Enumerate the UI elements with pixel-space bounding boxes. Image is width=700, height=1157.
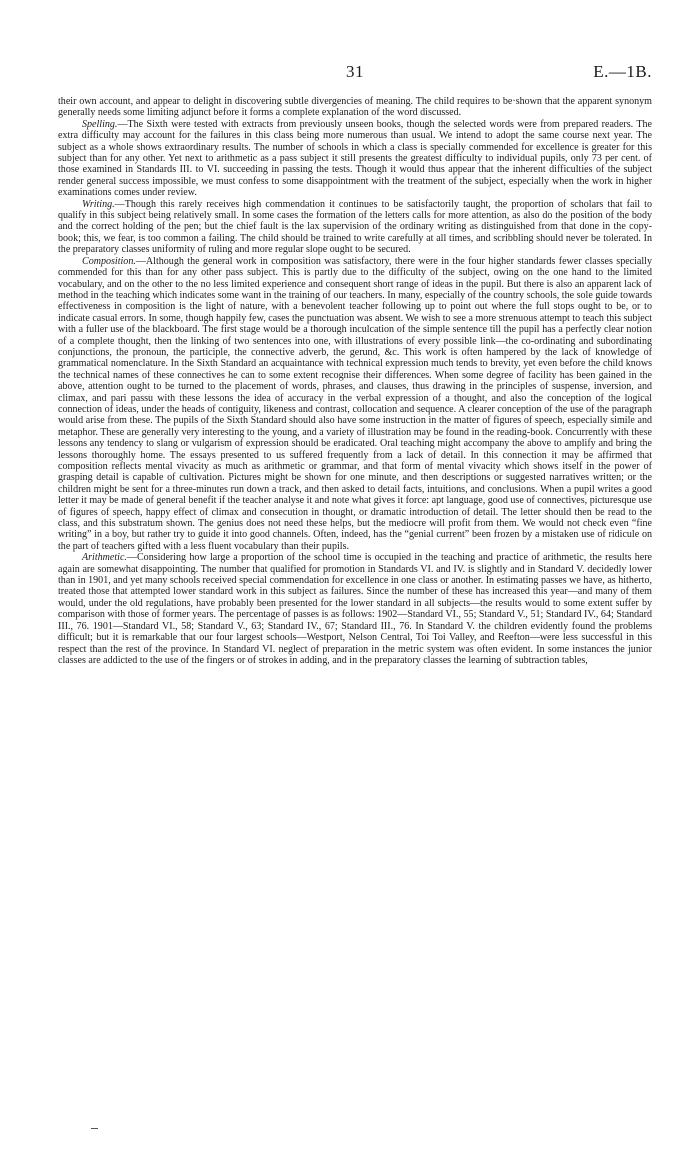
paragraph-text: their own account, and appear to delight in discovering subtle divergencies of meaning. The child requires to be·shown that the apparent synonym generally needs some limiting adjunct before it forms a complete explanation of the word discussed. [58,96,652,119]
paragraph-composition [58,256,652,553]
section-heading-spelling: Spelling. [82,118,118,130]
section-heading-composition: Composition. [82,255,136,267]
paragraph-arithmetic [58,552,652,666]
page-header [58,62,652,84]
paragraph-text: —Considering how large a proportion of the school time is occupied in the teaching and practice of arithmetic, the results here again are somewhat disappointing. The number that qualified for promotion in Standards VI. and IV. is slightly and in Standard V. decidedly lower than in 1901, and yet many schools received special commendation for excellence in one class or another. In estimating passes we have, as hitherto, treated those that attempted lower standard work in this subject as failures. Since the number of these has increased this year—and many of them would, under the old regulations, have probably been presented for the lower standard in all subjects—the results would to some extent suffer by comparison with those of former years. The percentage of passes is as follows: 1902—Standard VI., 55; Standard V., 51; Standard IV., 64; Standard III., 76. 1901—Standard VI., 58; Standard V., 63; Standard IV., 67; Standard III., 76. In Standard V. the children evidently found the problems difficult; but it is remarkable that our four largest schools—Westport, Nelson Central, Toi Toi Valley, and Reefton—were less successful in this respect than the rest of the province. In Standard VI. neglect of preparation in the metric system was often evident. In some instances the junior classes are addicted to the use of the fingers or of strokes in adding, and in the preparatory classes the learning of subtraction tables, [58,552,652,666]
section-heading-arithmetic: Arithmetic. [82,552,127,564]
paragraph-text: —Although the general work in composition was satisfactory, there were in the four higher standards fewer classes specially commended for this than for any other pass subject. This is partly due to the difficulty of the subject, owing on the one hand to the limited vocabulary, and on the other to the no less limited experience and consequent short range of ideas in the pupil. But there is also an apparent lack of method in the teaching which indicates some want in the training of our teachers. In many, especially of the country schools, the sole guide towards effectiveness in composition is the light of nature, with a benevolent teacher following up to point out where the full stops ought to be, or to indicate casual errors. In some, though happily few, cases the punctuation was absent. We wish to see a more strenuous attempt to teach this subject with a fuller use of the blackboard. The first stage would be a thorough inculcation of the simple sentence till the pupil has a perfectly clear notion of a complete thought, then the linking of two sentences into one, with illustrations of every possible link—the co-ordinating and subordinating conjunctions, the pronoun, the participle, the connective adverb, the gerund, &c. This work is often hampered by the lack of knowledge of grammatical nomenclature. In the Sixth Standard an acquaintance with technical expression much tends to brevity, yet even before the child knows the technical names of these connectives he can to some extent recognise their differences. When some degree of facility has been gained in the above, attention ought to be turned to the placement of words, phrases, and clauses, thus drawing in the principles of suspense, inversion, and climax, and pari passu with these lessons the idea of accuracy in the verbal expression of a thought, and also the conception of the logical connection of ideas, under the heads of contiguity, likeness and contrast, collocation and sequence. A clearer conception of the use of the paragraph would arise from these. The pupils of the Sixth Standard should also have some instruction in the matter of figures of speech, especially simile and metaphor. These are generally very interesting to the young, and a variety of illustration may be found in the reading-book. Concurrently with these lessons any tendency to slang or vulgarism of expression should be eradicated. Oral teaching might accompany the above to amplify and bring the lessons thoroughly home. The essays presented to us suffered frequently from a lack of detail. In this connection it may be affirmed that composition reflects mental vivacity as much as arithmetic or grammar, and that form of mental vivacity which shows itself in the power of grasping detail is capable of cultivation. Pictures might be shown for one minute, and then descriptions or suggested narratives written; or the children might be sent for a three-minutes run down a track, and then asked to detail facts, intuitions, and conclusions. When a pupil writes a good letter it may be made of general benefit if the teacher analyse it and note what gives it force: apt language, good use of connectives, picturesque use of figures of speech, happy effect of climax and consecution in thought, or dramatic introduction of detail. The letter should then be read to the class, and this substratum shown. The genius does not need these helps, but the mediocre will profit from them. We would not check even “fine writing” in a boy, but rather try to guide it into good channels. Often, indeed, has the “genial current” been frozen by a mistaken use of ridicule on the part of teachers gifted with a less fluent vocabulary than their pupils. [58,255,652,552]
page-number: 31 [346,62,364,81]
paragraph-spelling [58,119,652,199]
paragraph-text: —Though this rarely receives high commendation it continues to be satisfactorily taught, the proportion of scholars that fail to qualify in this subject being relatively small. In some cases the formation of the letters calls for more attention, as also do the position of the body and the correct holding of the pen; but the chief fault is the lax supervision of the ordinary writing as distinguished from that done in the copy-book; this, we fear, is too common a failing. The child should be trained to write carefully at all times, and scribbling should never be tolerated. In the preparatory classes uniformity of ruling and more regular slope ought to be secured. [58,198,652,256]
document-reference: E.—1B. [593,62,652,81]
paragraph-intro [58,96,652,119]
section-heading-writing: Writing. [82,198,115,210]
paragraph-text: —The Sixth were tested with extracts from previously unseen books, though the selected words were from prepared readers. The extra difficulty may account for the failures in this class being more numerous than usual. We intend to adopt the same course next year. The subject as a whole shows extraordinary results. The number of schools in which a class is specially commended for excellence is greater for this subject than for any other. Yet next to arithmetic as a pass subject it still presents the greatest difficulty to individual pupils, only 73 per cent. of those examined in Standards III. to VI. succeeding in passing the tests. Though it would thus appear that the inherent difficulties of the subject render general success impossible, we must confess to some disappointment with the treatment of the subject, especially when the work in higher examinations comes under review. [58,118,652,199]
paragraph-writing [58,199,652,256]
body-text [58,96,652,666]
scan-mark [91,1128,98,1129]
